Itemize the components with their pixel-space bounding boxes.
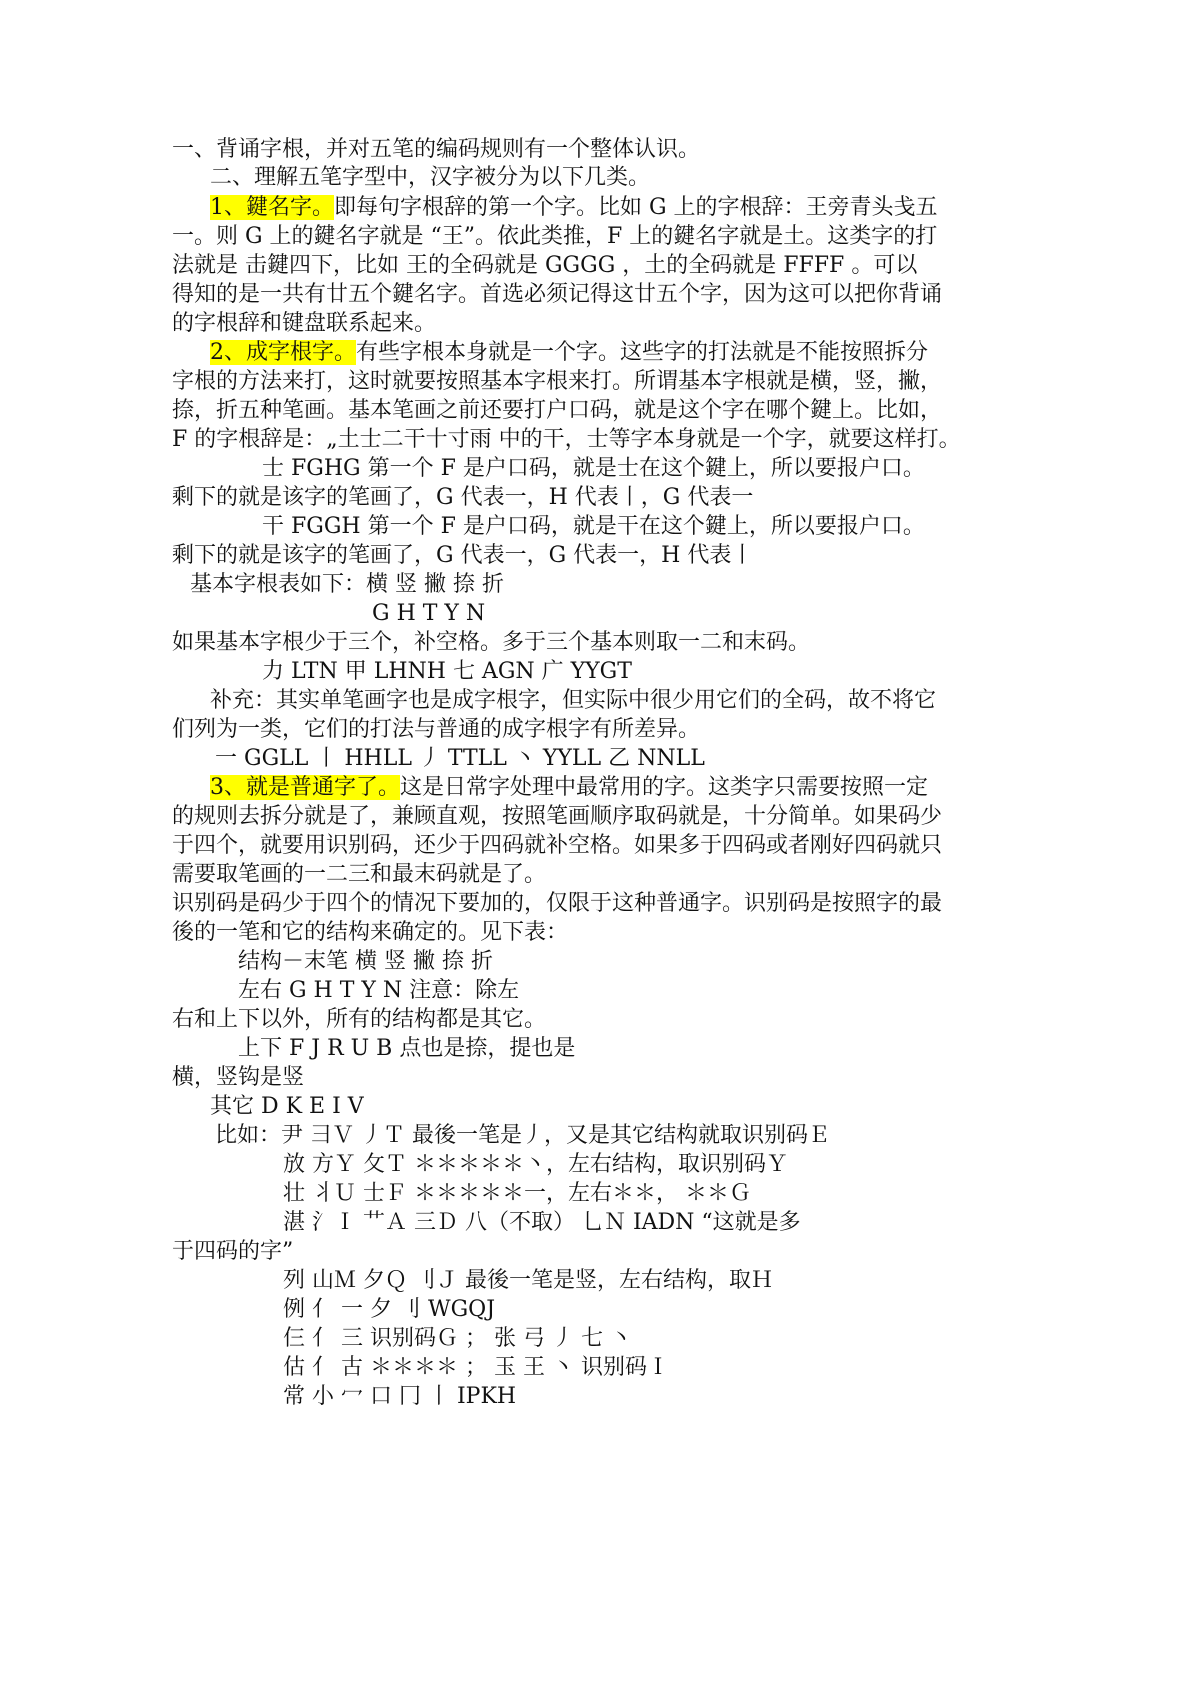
text-line: 上下 F J R U B 点也是捺，提也是 bbox=[238, 1036, 576, 1061]
text-line bbox=[210, 774, 928, 802]
text-line: 补充：其实单笔画字也是成字根字，但实际中很少用它们的全码，故不将它 bbox=[210, 688, 937, 713]
text-line: 例 亻 一 夕 刂 WGQJ bbox=[283, 1297, 496, 1322]
text-line: 剩下的就是该字的笔画了，G 代表一，H 代表丨，G 代表一 bbox=[172, 485, 754, 510]
text-line: 放 方Ｙ 攵Ｔ ＊＊＊＊＊丶，左右结构，取识别码Ｙ bbox=[283, 1152, 788, 1177]
text-line: 捺，折五种笔画。基本笔画之前还要打户口码，就是这个字在哪个鍵上。比如， bbox=[172, 398, 943, 423]
text-line: 其它 D K E I V bbox=[210, 1094, 364, 1119]
text-line: 一 GGLL 丨 HHLL 丿 TTLL 丶 YYLL 乙 NNLL bbox=[215, 746, 705, 771]
text-line: 一。则 G 上的鍵名字就是 “王”。依此类推，F 上的鍵名字就是土。这类字的打 bbox=[172, 224, 938, 249]
highlighted-heading: 2、成字根字。 bbox=[210, 340, 356, 365]
text-line: 的规则去拆分就是了，兼顾直观，按照笔画顺序取码就是，十分简单。如果码少 bbox=[172, 804, 943, 829]
text-span: 这是日常字处理中最常用的字。这类字只需要按照一定 bbox=[400, 775, 929, 800]
text-line: 剩下的就是该字的笔画了，G 代表一，G 代表一，H 代表丨 bbox=[172, 543, 754, 568]
text-line: 仨 亻 三 识别码Ｇ ； 张 弓 丿 七 丶 bbox=[283, 1326, 632, 1351]
text-line: 于四码的字” bbox=[172, 1239, 294, 1264]
text-line: 二、理解五笔字型中，汉字被分为以下几类。 bbox=[210, 165, 651, 190]
highlighted-heading: 3、就是普通字了。 bbox=[210, 775, 400, 800]
text-line: 于四个，就要用识别码，还少于四码就补空格。如果多于四码或者刚好四码就只 bbox=[172, 833, 943, 858]
text-line: 识别码是码少于四个的情况下要加的，仅限于这种普通字。识别码是按照字的最 bbox=[172, 891, 943, 916]
text-line: 力 LTN 甲 LHNH 七 AGN 广 YYGT bbox=[262, 659, 632, 684]
text-line: 字根的方法来打，这时就要按照基本字根来打。所谓基本字根就是横，竖，撇， bbox=[172, 369, 943, 394]
text-line: 士 FGHG 第一个 F 是户口码，就是士在这个鍵上，所以要报户口。 bbox=[262, 456, 925, 481]
text-line: 列 山Ｍ 夕Ｑ 刂Ｊ 最後一笔是竖，左右结构，取Ｈ bbox=[283, 1268, 773, 1293]
text-line bbox=[210, 339, 928, 367]
text-line: 如果基本字根少于三个，补空格。多于三个基本则取一二和末码。 bbox=[172, 630, 811, 655]
text-line: 基本字根表如下：横 竖 撇 捺 折 bbox=[190, 572, 504, 597]
text-line: 们列为一类，它们的打法与普通的成字根字有所差异。 bbox=[172, 717, 701, 742]
highlighted-heading: 1、鍵名字。 bbox=[210, 195, 334, 220]
text-line bbox=[210, 194, 938, 222]
text-line: 需要取笔画的一二三和最末码就是了。 bbox=[172, 862, 547, 887]
text-line: 的字根辞和键盘联系起来。 bbox=[172, 311, 437, 336]
text-line: 後的一笔和它的结构来确定的。见下表： bbox=[172, 920, 569, 945]
text-line: 湛 氵Ｉ 艹Ａ 三Ｄ 八（不取） 乚Ｎ IADN “这就是多 bbox=[283, 1210, 801, 1235]
text-line: 估 亻 古 ＊＊＊＊ ； 玉 王 丶 识别码Ｉ bbox=[283, 1355, 669, 1380]
text-line: 法就是 击鍵四下，比如 王的全码就是 GGGG ，土的全码就是 FFFF 。可以 bbox=[172, 253, 918, 278]
text-line: 比如：尹 彐Ｖ 丿Ｔ 最後一笔是丿，又是其它结构就取识别码Ｅ bbox=[215, 1123, 830, 1148]
text-line: F 的字根辞是：„土士二干十寸雨 中的干，士等字本身就是一个字，就要这样打。 bbox=[172, 427, 961, 452]
text-line: 壮 丬Ｕ 士Ｆ ＊＊＊＊＊一，左右＊＊， ＊＊Ｇ bbox=[283, 1181, 751, 1206]
text-line: 常 小 冖 口 冂 丨 IPKH bbox=[283, 1384, 517, 1409]
text-line: 右和上下以外，所有的结构都是其它。 bbox=[172, 1007, 547, 1032]
text-line: G H T Y N bbox=[372, 601, 486, 626]
text-line: 干 FGGH 第一个 F 是户口码，就是干在这个鍵上，所以要报户口。 bbox=[262, 514, 925, 539]
text-span: 即每句字根辞的第一个字。比如 G 上的字根辞：王旁青头戋五 bbox=[334, 195, 938, 220]
text-span: 有些字根本身就是一个字。这些字的打法就是不能按照拆分 bbox=[356, 340, 929, 365]
text-line: 一、背诵字根，并对五笔的编码规则有一个整体认识。 bbox=[172, 137, 701, 162]
text-line: 结构－末笔 横 竖 撇 捺 折 bbox=[238, 949, 493, 974]
text-line: 左右 G H T Y N 注意：除左 bbox=[238, 978, 520, 1003]
text-line: 横，竖钩是竖 bbox=[172, 1065, 305, 1090]
text-line: 得知的是一共有廿五个鍵名字。首选必须记得这廿五个字，因为这可以把你背诵 bbox=[172, 282, 943, 307]
